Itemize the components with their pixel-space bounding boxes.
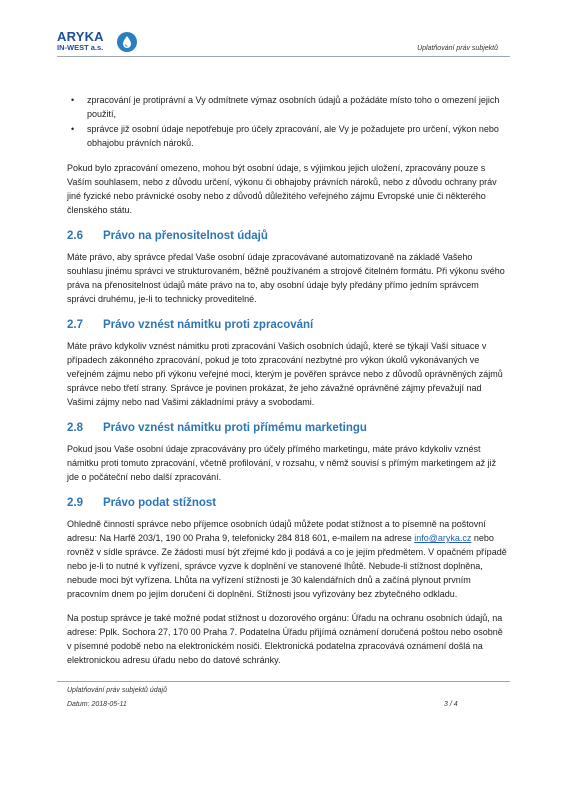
section-number: 2.7: [67, 319, 83, 331]
footer-title: Uplatňování práv subjektů údajů: [67, 687, 168, 694]
section-title: Právo vznést námitku proti přímému marketingu: [103, 422, 367, 434]
document-body: [67, 93, 507, 667]
company-logo: [57, 30, 143, 54]
list-item: [67, 93, 507, 121]
paragraph-text: Ohledně činností správce nebo příjemce osobních údajů můžete podat stížnost a to písemně na poštovní adresu: Na Harfě 203/1, 190 00 Praha 9, telefonicky 284 818 601, e-mailem na adrese: [67, 519, 486, 543]
section-number: 2.9: [67, 497, 83, 509]
section-paragraph: Na postup správce je také možné podat stížnost u dozorového orgánu: Úřadu na ochranu osobních údajů, na adrese: Pplk. Sochora 27, 170 00 Praha 7. Podatelna Úřadu přijímá oznámení doručená poštou nebo osobně v písemné podobě nebo na elektronickém nosiči. Elektronická podatelna zpracovává oznámení došlá na elektronickou adresu úřadu nebo do datové schránky.: [67, 613, 503, 665]
section-2-8: [67, 420, 507, 484]
list-item-text: zpracování je protiprávní a Vy odmítnete výmaz osobních údajů a požádáte místo toho o omezení jejich použití,: [87, 95, 500, 119]
section-number: 2.8: [67, 422, 83, 434]
bullet-icon: •: [71, 124, 75, 134]
bullet-icon: •: [71, 95, 75, 105]
footer-divider: [57, 681, 510, 682]
section-2-7: [67, 317, 507, 409]
bullet-list: [67, 93, 507, 150]
header-divider: [57, 56, 510, 57]
logo-drop-icon: [117, 32, 137, 52]
list-item-text: správce již osobní údaje nepotřebuje pro účely zpracování, ale Vy je požadujete pro určení, výkon nebo obhajobu právních nároků.: [87, 124, 499, 148]
section-paragraph: [67, 517, 507, 601]
section-heading: [67, 420, 507, 436]
section-paragraph: Pokud jsou Vaše osobní údaje zpracovávány pro účely přímého marketingu, máte právo kdykoliv vznést námitku proti tomuto zpracování, včetně profilování, v rozsahu, v němž souvisí s přímým marketingem až již jde o počáteční nebo další zpracování.: [67, 444, 497, 482]
logo-subtitle: IN-WEST a.s.: [57, 43, 104, 52]
header-title: Uplatňování práv subjektů: [417, 45, 498, 52]
section-title: Právo podat stížnost: [103, 497, 217, 509]
section-number: 2.6: [67, 230, 83, 242]
section-2-6: [67, 228, 507, 306]
section-2-9: [67, 495, 507, 667]
email-link[interactable]: info@aryka.cz: [414, 533, 472, 543]
section-heading: [67, 317, 507, 333]
footer-date: Datum: 2018-05-11: [67, 701, 127, 708]
section-paragraph: Máte právo kdykoliv vznést námitku proti zpracování Vašich osobních údajů, které se týkají Vaší situace v případech zákonného zpracování, pokud je toto zpracování nezbytné pro výkon úkolů vykonávaných ve veřejném zájmu nebo při výkonu veřejné moci, kterým je pověřen správce nebo z důvodů oprávněných zájmů správce nebo třetí strany. Správce je povinen prokázat, že jeho závažné oprávněné zájmy převažují nad Vašimi zájmy nebo nad Vašimi základními právy a svobodami.: [67, 341, 503, 407]
intro-paragraph: Pokud bylo zpracování omezeno, mohou být osobní údaje, s výjimkou jejich uložení, zpracovány pouze s Vaším souhlasem, nebo z důvodu určení, výkonu či obhajoby právních nároků, nebo z důvodu ochrany práv jiné fyzické nebo právnické osoby nebo z důvodů důležitého veřejného zájmu Evropské unie či některého členského státu.: [67, 163, 497, 215]
section-heading: [67, 495, 507, 511]
paragraph-text: nebo rovněž v sídle správce. Ze žádosti musí být zřejmé kdo ji podává a co je jejím předmětem. V opačném případě nebo je-li to nutné k vyřízení, správce vyzve k doplnění ve stanovené lhůtě. Nebude-li stížnost doplněna, nebude moci být vyřízena. Lhůta na vyřízení stížnosti je 30 kalendářních dnů a začíná plynout prvním pracovním dnem po jejím doručení či doplnění. Stížnosti jsou vyřizovány bez zbytečného odkladu.: [67, 533, 507, 599]
page-number: 3 / 4: [444, 701, 458, 708]
section-title: Právo na přenositelnost údajů: [103, 230, 268, 242]
logo-name: ARYKA: [57, 29, 104, 44]
section-title: Právo vznést námitku proti zpracování: [103, 319, 314, 331]
section-heading: [67, 228, 507, 244]
list-item: [67, 122, 507, 150]
section-paragraph: Máte právo, aby správce předal Vaše osobní údaje zpracovávané automatizovaně na základě Vašeho souhlasu jinému správci ve strukturovaném, běžně používaném a strojově čitelném formátu. Při výkonu svého práva na přenositelnost údajů máte právo na to, aby osobní údaje byly předány přímo jedním správcem správci druhému, je-li to technicky proveditelné.: [67, 252, 505, 304]
